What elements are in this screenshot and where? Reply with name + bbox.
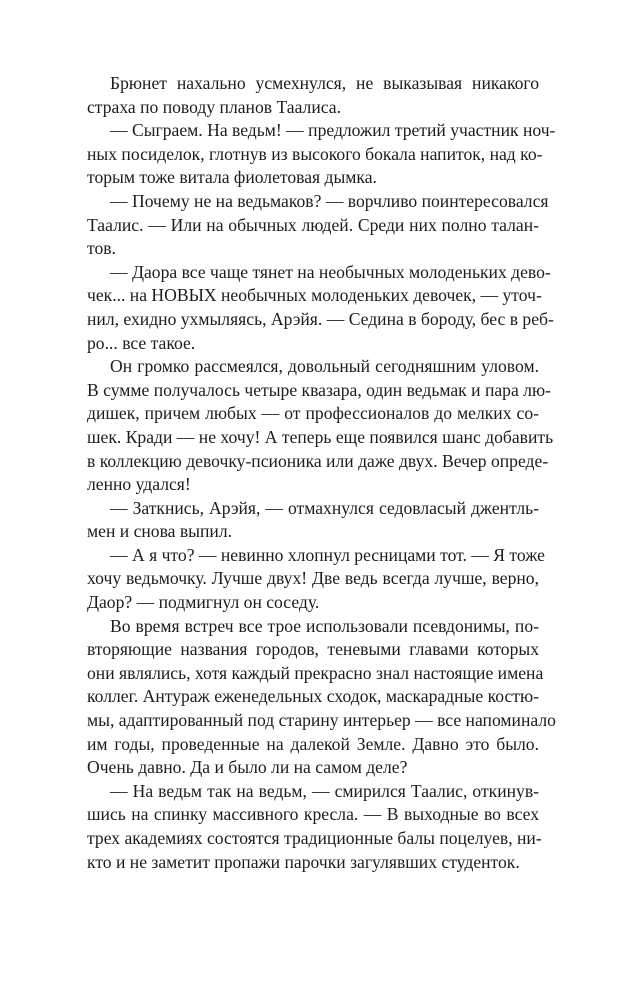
text-line: Во время встреч все трое использовали псевдонимы, по- — [110, 615, 539, 636]
text-line: — А я что? — невинно хлопнул ресницами тот. — Я тоже — [110, 544, 545, 565]
text-line: ро... все такое. — [87, 332, 196, 353]
text-line: чек... на НОВЫХ необычных молоденьких девочек, — уточ- — [87, 285, 542, 306]
text-line: кто и не заметит пропажи парочки загулявших студенток. — [87, 851, 520, 872]
text-line: коллег. Антураж еженедельных сходок, маскарадные костю- — [87, 686, 539, 707]
text-line: — Почему не на ведьмаков? — ворчливо поинтересовался — [110, 190, 549, 211]
text-line: трех академиях состоятся традиционные балы поцелуев, ни- — [87, 828, 542, 848]
text-line: ных посиделок, глотнув из высокого бокала напиток, над ко- — [87, 143, 543, 164]
text-line: они являлись, хотя каждый прекрасно знал настоящие имена — [87, 662, 544, 683]
text-line: вторяющие названия городов, теневыми главами которых — [87, 639, 539, 660]
text-line: мы, адаптированный под старину интерьер — все напоминало — [87, 710, 556, 731]
text-line: страха по поводу планов Таалиса. — [87, 96, 341, 117]
text-line: Даор? — подмигнул он соседу. — [87, 592, 320, 613]
text-line: Очень давно. Да и было ли на самом деле? — [87, 757, 408, 778]
text-line: Таалис. — Или на обычных людей. Среди них полно талан- — [87, 214, 539, 235]
text-line: — Даора все чаще тянет на необычных молоденьких дево- — [110, 261, 551, 282]
text-line: В сумме получалось четыре квазара, один ведьмак и пара лю- — [87, 379, 551, 400]
text-line: ленно удался! — [87, 474, 191, 495]
text-line: Брюнет нахально усмехнулся, не выказывая никакого — [110, 73, 539, 93]
text-line: торым тоже витала фиолетовая дымка. — [87, 167, 377, 188]
body-text — [87, 72, 556, 874]
text-line: им годы, проведенные на далекой Земле. Давно это было. — [87, 733, 539, 754]
text-line: хочу ведьмочку. Лучше двух! Две ведь всегда лучше, верно, — [87, 568, 539, 589]
text-line: — На ведьм так на ведьм, — смирился Таалис, откинув- — [110, 780, 539, 801]
text-line: тов. — [87, 238, 116, 259]
text-line: — Заткнись, Арэйя, — отмахнулся седовласый джентль- — [110, 497, 539, 518]
text-line: Он громко рассмеялся, довольный сегодняшним уловом. — [110, 356, 539, 377]
text-line: шись на спинку массивного кресла. — В выходные во всех — [87, 804, 539, 825]
text-line: дишек, причем любых — от профессионалов до мелких со- — [87, 403, 539, 424]
text-line: — Сыграем. На ведьм! — предложил третий участник ноч- — [110, 120, 556, 141]
text-line: в коллекцию девочку-псионика или даже двух. Вечер опреде- — [87, 450, 549, 471]
text-line: нил, ехидно ухмыляясь, Арэйя. — Седина в бороду, бес в реб- — [87, 308, 554, 329]
text-line: шек. Кради — не хочу! А теперь еще появился шанс добавить — [87, 426, 554, 447]
text-line: мен и снова выпил. — [87, 521, 233, 542]
